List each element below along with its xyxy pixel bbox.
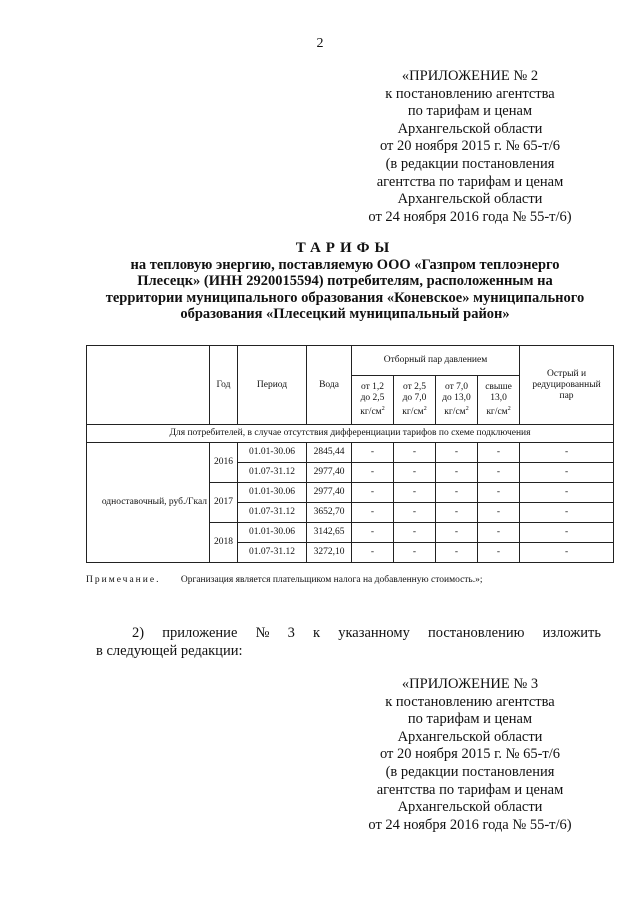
period-cell: 01.01-30.06: [238, 483, 307, 503]
period-cell: 01.07-31.12: [238, 503, 307, 523]
paragraph-word: приложение: [162, 625, 238, 641]
tariffs-title: [60, 240, 630, 323]
dash-cell: -: [520, 463, 614, 483]
appendix-2-header: [330, 68, 610, 226]
row-label: одноставочный, руб./Гкал: [87, 443, 210, 563]
header-year: Год: [210, 346, 238, 425]
dash-cell: -: [478, 463, 520, 483]
paragraph-word: 2): [132, 625, 145, 641]
header-sharp-steam: [520, 346, 614, 425]
dash-cell: -: [436, 523, 478, 543]
dash-cell: -: [394, 483, 436, 503]
header-period: Период: [238, 346, 307, 425]
dash-cell: -: [520, 523, 614, 543]
tariffs-heading: ТАРИФЫ: [295, 240, 395, 256]
appendix-3-line: Архангельской области: [397, 728, 543, 745]
note-text: Организация является плательщиком налога на добавленную стоимость.»;: [180, 575, 483, 585]
dash-cell: -: [520, 543, 614, 563]
paragraph-line-1: [96, 624, 601, 642]
water-cell: 3272,10: [307, 543, 352, 563]
water-cell: 2977,40: [307, 483, 352, 503]
paragraph-word: 3: [287, 625, 295, 641]
title-line: территории муниципального образования «Коневское» муниципального: [105, 289, 585, 306]
header-selected-steam: Отборный пар давлением: [352, 346, 520, 376]
dash-cell: -: [478, 503, 520, 523]
dash-cell: -: [352, 443, 394, 463]
water-cell: 2977,40: [307, 463, 352, 483]
header-sharp-steam-line: Острый и: [547, 368, 587, 379]
header-pressure-3: от 7,0 до 13,0 $кг/см^2$: [436, 376, 478, 425]
appendix-2-line: Архангельской области: [397, 120, 543, 137]
dash-cell: -: [436, 503, 478, 523]
dash-cell: -: [436, 483, 478, 503]
dash-cell: -: [520, 483, 614, 503]
dash-cell: -: [352, 463, 394, 483]
appendix-3-line: от 20 ноября 2015 г. № 65-т/6: [379, 746, 561, 763]
appendix-3-line: (в редакции постановления: [385, 763, 555, 780]
appendix-2-line: от 24 ноября 2016 года № 55-т/6): [368, 208, 572, 225]
period-cell: 01.07-31.12: [238, 463, 307, 483]
period-cell: 01.07-31.12: [238, 543, 307, 563]
appendix-3-line: агентства по тарифам и ценам: [376, 781, 564, 798]
year-cell: 2016: [210, 443, 238, 483]
dash-cell: -: [520, 503, 614, 523]
paragraph-word: №: [255, 625, 270, 641]
dash-cell: -: [352, 503, 394, 523]
dash-cell: -: [394, 463, 436, 483]
title-line: образования «Плесецкий муниципальный район»: [180, 306, 510, 322]
appendix-2-line: агентства по тарифам и ценам: [376, 173, 564, 190]
amendment-paragraph: [96, 624, 601, 660]
header-pressure-2: от 2,5 до 7,0 $кг/см^2$: [394, 376, 436, 425]
paragraph-word: указанному: [338, 625, 410, 641]
header-pressure-4: свыше 13,0 $кг/см^2$: [478, 376, 520, 425]
year-cell: 2017: [210, 483, 238, 523]
dash-cell: -: [394, 523, 436, 543]
title-line: Плесецк» (ИНН 2920015594) потребителям, расположенным на: [137, 273, 553, 289]
water-cell: 2845,44: [307, 443, 352, 463]
period-cell: 01.01-30.06: [238, 443, 307, 463]
dash-cell: -: [394, 443, 436, 463]
appendix-2-line: (в редакции постановления: [385, 155, 555, 172]
dash-cell: -: [478, 483, 520, 503]
appendix-2-line: от 20 ноября 2015 г. № 65-т/6: [379, 138, 561, 155]
water-cell: 3142,65: [307, 523, 352, 543]
table-row: [87, 443, 614, 463]
section-row: Для потребителей, в случае отсутствия дифференциации тарифов по схеме подключения: [87, 425, 614, 443]
dash-cell: -: [352, 523, 394, 543]
title-line: на тепловую энергию, поставляемую ООО «Газпром теплоэнерго: [130, 256, 560, 273]
header-pressure-1: от 1,2 до 2,5 $кг/см^2$: [352, 376, 394, 425]
appendix-3-line: Архангельской области: [397, 799, 543, 816]
dash-cell: -: [394, 503, 436, 523]
paragraph-line-2: в следующей редакции:: [96, 643, 243, 659]
tariff-table: [86, 345, 614, 563]
header-blank: [87, 346, 210, 425]
dash-cell: -: [394, 543, 436, 563]
appendix-2-line: «ПРИЛОЖЕНИЕ № 2: [401, 68, 539, 84]
dash-cell: -: [436, 443, 478, 463]
appendix-3-line: к постановлению агентства: [385, 693, 555, 710]
appendix-2-line: Архангельской области: [397, 191, 543, 208]
paragraph-word: изложить: [542, 625, 601, 641]
appendix-3-line: «ПРИЛОЖЕНИЕ № 3: [401, 676, 539, 692]
dash-cell: -: [436, 543, 478, 563]
header-sharp-steam-line: пар: [559, 390, 574, 401]
dash-cell: -: [478, 443, 520, 463]
appendix-3-line: от 24 ноября 2016 года № 55-т/6): [368, 816, 572, 833]
appendix-3-header: [330, 676, 610, 834]
paragraph-word: постановлению: [427, 625, 525, 641]
table-note: [86, 575, 483, 585]
period-cell: 01.01-30.06: [238, 523, 307, 543]
paragraph-word: к: [313, 625, 321, 641]
dash-cell: -: [436, 463, 478, 483]
appendix-3-line: по тарифам и ценам: [407, 711, 533, 728]
note-label: Примечание.: [86, 575, 161, 585]
header-water: Вода: [307, 346, 352, 425]
appendix-2-line: по тарифам и ценам: [407, 103, 533, 120]
dash-cell: -: [478, 543, 520, 563]
appendix-2-line: к постановлению агентства: [385, 85, 555, 102]
water-cell: 3652,70: [307, 503, 352, 523]
page-number: 2: [316, 36, 324, 51]
header-sharp-steam-line: редуцированный: [532, 379, 601, 390]
dash-cell: -: [478, 523, 520, 543]
dash-cell: -: [520, 443, 614, 463]
dash-cell: -: [352, 543, 394, 563]
dash-cell: -: [352, 483, 394, 503]
year-cell: 2018: [210, 523, 238, 563]
